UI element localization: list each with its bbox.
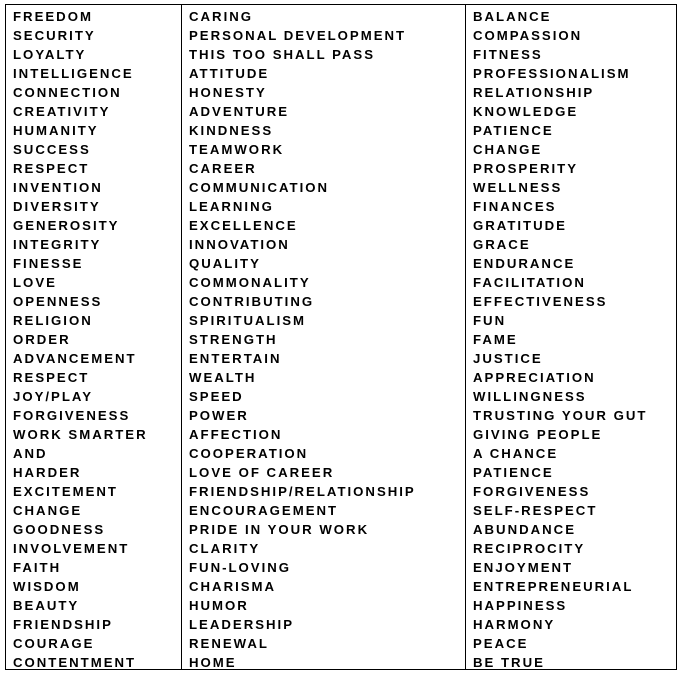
value-item: RESPECT	[13, 161, 90, 176]
values-column-2	[181, 5, 465, 669]
value-item: APPRECIATION	[473, 370, 596, 385]
value-item: EFFECTIVENESS	[473, 294, 608, 309]
value-item: SPEED	[189, 389, 244, 404]
value-item: LOYALTY	[13, 47, 87, 62]
value-item: INTELLIGENCE	[13, 66, 134, 81]
value-item: COOPERATION	[189, 446, 309, 461]
value-item: COMMONALITY	[189, 275, 311, 290]
value-item: FACILITATION	[473, 275, 586, 290]
value-item: ENTERTAIN	[189, 351, 282, 366]
value-item: EXCELLENCE	[189, 218, 298, 233]
value-item: TRUSTING YOUR GUT	[473, 408, 648, 423]
value-item: GRATITUDE	[473, 218, 567, 233]
value-item: BE TRUE	[473, 655, 545, 670]
value-item: JOY/PLAY	[13, 389, 94, 404]
value-item: ENDURANCE	[473, 256, 576, 271]
value-item: KNOWLEDGE	[473, 104, 579, 119]
values-column-3	[465, 5, 676, 669]
value-item: GENEROSITY	[13, 218, 120, 233]
value-item: FAITH	[13, 560, 62, 575]
value-item: FRIENDSHIP	[13, 617, 113, 632]
value-item: RELIGION	[13, 313, 93, 328]
value-item: LOVE OF CAREER	[189, 465, 335, 480]
value-item: INVOLVEMENT	[13, 541, 130, 556]
value-item: RENEWAL	[189, 636, 269, 651]
value-item: CREATIVITY	[13, 104, 111, 119]
values-column-1	[6, 5, 181, 669]
value-item: CONTRIBUTING	[189, 294, 315, 309]
value-item: HONESTY	[189, 85, 267, 100]
value-item: PATIENCE	[473, 465, 554, 480]
value-item: WELLNESS	[473, 180, 563, 195]
value-item: PERSONAL DEVELOPMENT	[189, 28, 407, 43]
value-item: PEACE	[473, 636, 529, 651]
value-item: EXCITEMENT	[13, 484, 118, 499]
value-item: COURAGE	[13, 636, 95, 651]
value-item: DIVERSITY	[13, 199, 101, 214]
value-item: ADVENTURE	[189, 104, 290, 119]
value-item: ENTREPRENEURIAL	[473, 579, 634, 594]
value-item: BEAUTY	[13, 598, 80, 613]
value-item: FINANCES	[473, 199, 557, 214]
value-item: A CHANCE	[473, 446, 559, 461]
value-item: HUMANITY	[13, 123, 99, 138]
value-item: GRACE	[473, 237, 531, 252]
value-item: FITNESS	[473, 47, 543, 62]
value-item: ATTITUDE	[189, 66, 270, 81]
value-item: WORK SMARTER	[13, 427, 148, 442]
value-item: ENCOURAGEMENT	[189, 503, 339, 518]
value-item: COMMUNICATION	[189, 180, 330, 195]
value-item: HAPPINESS	[473, 598, 568, 613]
values-table	[5, 4, 677, 670]
value-item: POWER	[189, 408, 249, 423]
value-item: GIVING PEOPLE	[473, 427, 603, 442]
value-item: CLARITY	[189, 541, 261, 556]
value-item: CHANGE	[13, 503, 83, 518]
value-item: JUSTICE	[473, 351, 543, 366]
value-item: AFFECTION	[189, 427, 283, 442]
value-item: OPENNESS	[13, 294, 103, 309]
value-item: INNOVATION	[189, 237, 290, 252]
value-item: THIS TOO SHALL PASS	[189, 47, 376, 62]
value-item: COMPASSION	[473, 28, 583, 43]
value-item: FORGIVENESS	[473, 484, 591, 499]
value-item: PROFESSIONALISM	[473, 66, 631, 81]
value-item: WISDOM	[13, 579, 81, 594]
value-item: SUCCESS	[13, 142, 91, 157]
value-item: FINESSE	[13, 256, 84, 271]
value-item: RESPECT	[13, 370, 90, 385]
value-item: FUN	[473, 313, 507, 328]
value-item: CHANGE	[473, 142, 543, 157]
value-item: SPIRITUALISM	[189, 313, 307, 328]
value-item: INVENTION	[13, 180, 103, 195]
value-item: TEAMWORK	[189, 142, 285, 157]
value-item: SELF-RESPECT	[473, 503, 598, 518]
value-item: ORDER	[13, 332, 71, 347]
value-item: SECURITY	[13, 28, 96, 43]
value-item: WEALTH	[189, 370, 257, 385]
value-item: LOVE	[13, 275, 57, 290]
value-item: ADVANCEMENT	[13, 351, 137, 366]
value-item: KINDNESS	[189, 123, 274, 138]
value-item: ENJOYMENT	[473, 560, 574, 575]
value-item: STRENGTH	[189, 332, 278, 347]
value-item: HOME	[189, 655, 237, 670]
value-item: ABUNDANCE	[473, 522, 576, 537]
value-item: CARING	[189, 9, 254, 24]
value-item: CONNECTION	[13, 85, 122, 100]
value-item: RELATIONSHIP	[473, 85, 595, 100]
value-item: PATIENCE	[473, 123, 554, 138]
value-item: LEADERSHIP	[189, 617, 294, 632]
value-item: PROSPERITY	[473, 161, 579, 176]
value-item: INTEGRITY	[13, 237, 102, 252]
value-item: LEARNING	[189, 199, 274, 214]
value-item: WILLINGNESS	[473, 389, 587, 404]
value-item: HARMONY	[473, 617, 556, 632]
value-item: FAME	[473, 332, 518, 347]
value-item: RECIPROCITY	[473, 541, 586, 556]
value-item: AND	[13, 446, 48, 461]
value-item: FUN-LOVING	[189, 560, 292, 575]
value-item: QUALITY	[189, 256, 261, 271]
value-item: FREEDOM	[13, 9, 93, 24]
value-item: FRIENDSHIP/RELATIONSHIP	[189, 484, 416, 499]
value-item: FORGIVENESS	[13, 408, 131, 423]
value-item: BALANCE	[473, 9, 552, 24]
value-item: HUMOR	[189, 598, 249, 613]
value-item: CONTENTMENT	[13, 655, 137, 670]
value-item: CAREER	[189, 161, 257, 176]
value-item: CHARISMA	[189, 579, 277, 594]
value-item: PRIDE IN YOUR WORK	[189, 522, 370, 537]
value-item: GOODNESS	[13, 522, 106, 537]
value-item: HARDER	[13, 465, 82, 480]
